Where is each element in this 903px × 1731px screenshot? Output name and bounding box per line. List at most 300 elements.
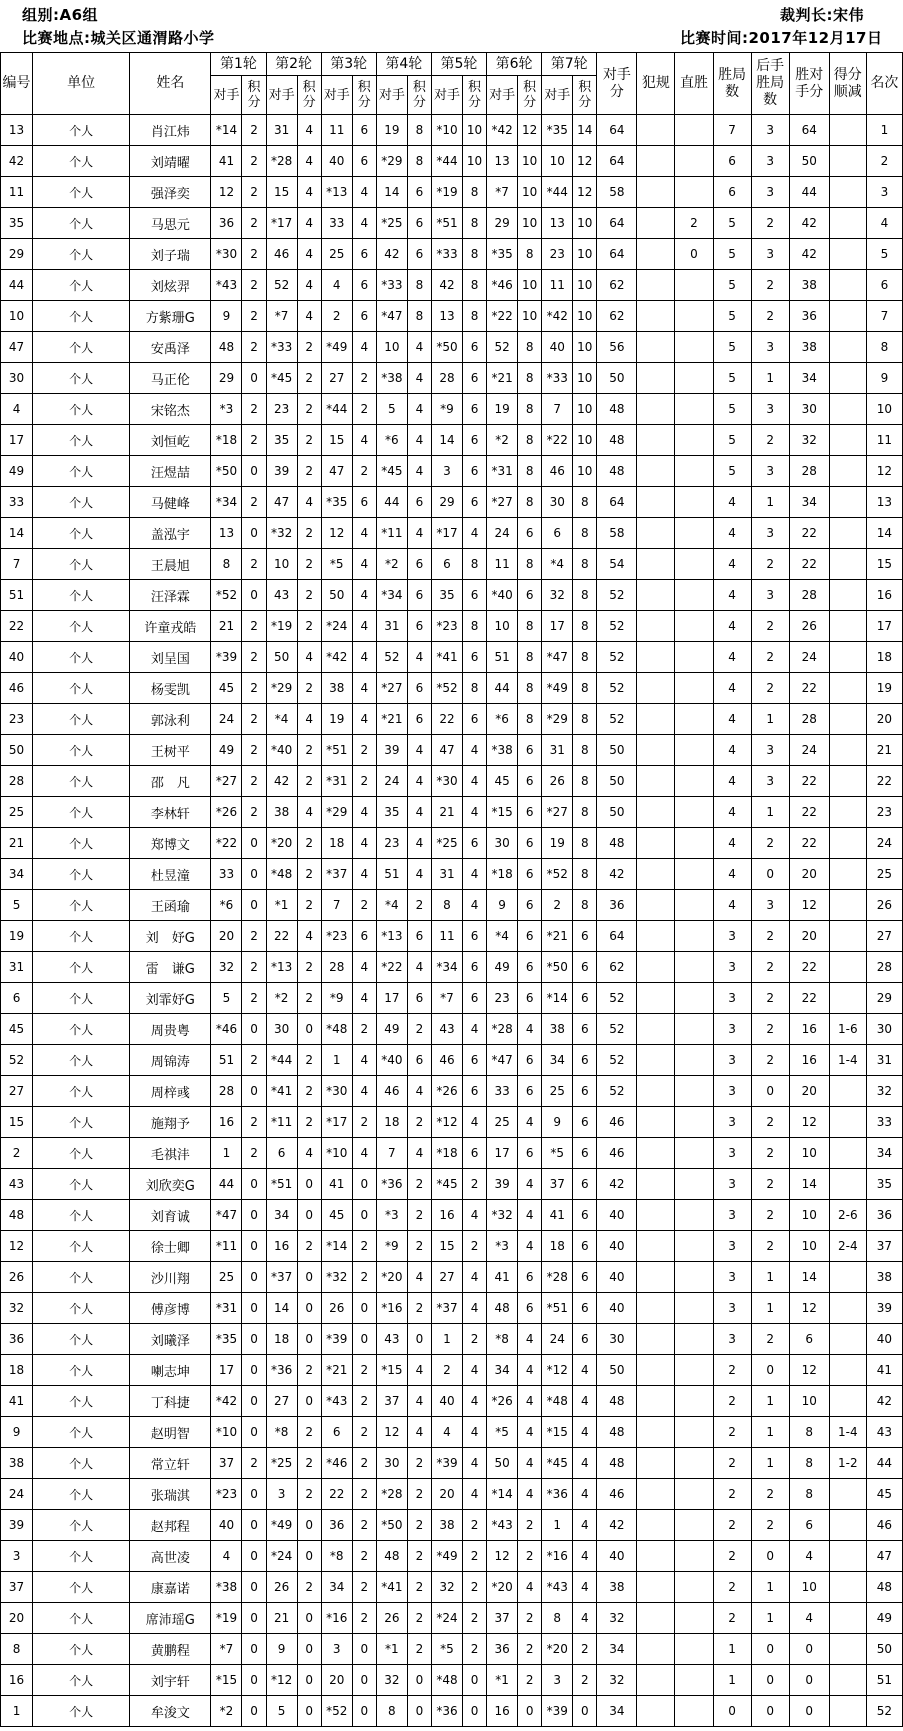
table-cell: 22 — [789, 828, 829, 859]
table-cell: 51 — [487, 642, 518, 673]
table-cell: 2 — [242, 1138, 266, 1169]
table-cell: 8 — [518, 642, 542, 673]
table-cell: 个人 — [33, 1696, 130, 1727]
table-row — [1, 1572, 903, 1603]
table-cell: 0 — [242, 1231, 266, 1262]
table-cell — [675, 146, 713, 177]
table-cell: 个人 — [33, 1665, 130, 1696]
table-cell: 0 — [242, 1386, 266, 1417]
table-cell: 38 — [321, 673, 352, 704]
table-cell: 宋铭杰 — [130, 394, 211, 425]
table-cell: 50 — [597, 797, 637, 828]
round-3-header: 第3轮 — [321, 53, 376, 76]
table-cell: *16 — [542, 1541, 573, 1572]
table-cell: *41 — [431, 642, 462, 673]
table-cell — [829, 1169, 866, 1200]
table-cell: 29 — [866, 983, 902, 1014]
table-cell: 4 — [713, 766, 751, 797]
table-row — [1, 611, 903, 642]
table-cell: 2 — [297, 952, 321, 983]
table-cell: 25 — [211, 1262, 242, 1293]
table-cell: 1-4 — [829, 1417, 866, 1448]
table-cell — [637, 611, 675, 642]
table-cell — [675, 1293, 713, 1324]
table-cell: 2 — [352, 1355, 376, 1386]
table-cell: *46 — [487, 270, 518, 301]
table-cell: 6 — [462, 332, 486, 363]
table-cell: 0 — [242, 1603, 266, 1634]
table-cell: 26 — [1, 1262, 33, 1293]
table-row — [1, 1293, 903, 1324]
table-cell: 15 — [431, 1231, 462, 1262]
table-cell — [829, 859, 866, 890]
table-cell — [675, 859, 713, 890]
table-cell: 48 — [597, 1448, 637, 1479]
table-cell: 1 — [751, 1417, 789, 1448]
table-cell: 27 — [866, 921, 902, 952]
table-cell: 0 — [462, 1696, 486, 1727]
table-cell: 43 — [866, 1417, 902, 1448]
table-cell: 个人 — [33, 1603, 130, 1634]
col-wins-header: 胜局数 — [713, 53, 751, 115]
table-cell — [829, 673, 866, 704]
table-row — [1, 797, 903, 828]
table-cell: 34 — [866, 1138, 902, 1169]
table-cell: 4 — [407, 518, 431, 549]
table-cell: 50 — [789, 146, 829, 177]
table-cell: 2 — [297, 983, 321, 1014]
table-cell: *13 — [321, 177, 352, 208]
table-cell — [675, 735, 713, 766]
table-cell — [829, 1355, 866, 1386]
table-cell — [829, 1076, 866, 1107]
table-cell: 4 — [713, 890, 751, 921]
table-cell: 2 — [518, 1510, 542, 1541]
table-cell: 4 — [462, 1386, 486, 1417]
table-cell: 42 — [266, 766, 297, 797]
col-opp-score-header: 对手分 — [597, 53, 637, 115]
round-1-opponent-header: 对手 — [211, 76, 242, 115]
table-cell: 10 — [573, 332, 597, 363]
table-cell: 4 — [352, 332, 376, 363]
table-cell: 6 — [407, 1045, 431, 1076]
table-cell: 0 — [751, 1076, 789, 1107]
table-row — [1, 332, 903, 363]
table-cell: 4 — [713, 549, 751, 580]
table-cell: 23 — [376, 828, 407, 859]
table-cell: 33 — [866, 1107, 902, 1138]
table-cell: 王函瑜 — [130, 890, 211, 921]
table-cell — [829, 1665, 866, 1696]
table-cell: 22 — [866, 766, 902, 797]
table-cell: 个人 — [33, 1417, 130, 1448]
table-cell — [829, 208, 866, 239]
table-cell: 51 — [376, 859, 407, 890]
table-cell: 2 — [297, 394, 321, 425]
table-cell: 46 — [597, 1479, 637, 1510]
table-cell: 42 — [866, 1386, 902, 1417]
table-cell — [829, 487, 866, 518]
table-cell: 0 — [242, 1541, 266, 1572]
table-cell: 个人 — [33, 1479, 130, 1510]
table-cell: 0 — [789, 1634, 829, 1665]
table-cell: 64 — [597, 115, 637, 146]
table-cell: 22 — [789, 673, 829, 704]
table-cell: 4 — [462, 890, 486, 921]
table-cell: 26 — [542, 766, 573, 797]
table-cell — [829, 1324, 866, 1355]
table-cell: 4 — [518, 1169, 542, 1200]
table-cell: 48 — [866, 1572, 902, 1603]
table-row — [1, 1076, 903, 1107]
table-cell: 28 — [1, 766, 33, 797]
table-cell: 37 — [866, 1231, 902, 1262]
table-cell: 赵明智 — [130, 1417, 211, 1448]
table-cell: 48 — [597, 1417, 637, 1448]
table-cell: 6 — [462, 642, 486, 673]
table-cell: *27 — [211, 766, 242, 797]
table-cell: 6 — [1, 983, 33, 1014]
table-cell: 34 — [1, 859, 33, 890]
table-cell: 11 — [321, 115, 352, 146]
table-cell: 1 — [751, 1386, 789, 1417]
table-cell: 4 — [407, 456, 431, 487]
table-cell: 个人 — [33, 425, 130, 456]
table-cell: 17 — [866, 611, 902, 642]
table-cell: 4 — [407, 1386, 431, 1417]
table-cell: 0 — [297, 1324, 321, 1355]
table-cell: 50 — [597, 735, 637, 766]
table-cell: 4 — [518, 1479, 542, 1510]
table-cell: 10 — [518, 208, 542, 239]
table-cell: *18 — [431, 1138, 462, 1169]
table-cell: *38 — [487, 735, 518, 766]
table-cell: *42 — [321, 642, 352, 673]
table-cell: *31 — [211, 1293, 242, 1324]
table-cell: 2 — [407, 1293, 431, 1324]
table-cell: 8 — [518, 363, 542, 394]
table-cell: 4 — [462, 797, 486, 828]
table-cell: *15 — [376, 1355, 407, 1386]
table-cell: 1 — [751, 704, 789, 735]
table-cell: 22 — [789, 983, 829, 1014]
table-cell: 7 — [866, 301, 902, 332]
table-cell: 1 — [751, 1262, 789, 1293]
table-cell: 0 — [242, 1293, 266, 1324]
table-cell: 个人 — [33, 890, 130, 921]
table-cell: *42 — [542, 301, 573, 332]
table-cell: 2 — [352, 1541, 376, 1572]
table-cell — [829, 146, 866, 177]
table-cell — [829, 1510, 866, 1541]
table-cell: 52 — [597, 642, 637, 673]
table-cell: 22 — [789, 797, 829, 828]
table-cell: 8 — [573, 642, 597, 673]
table-cell: 9 — [866, 363, 902, 394]
round-2-opponent-header: 对手 — [266, 76, 297, 115]
table-cell: 4 — [713, 859, 751, 890]
round-4-points-header: 积分 — [407, 76, 431, 115]
table-cell: 2 — [297, 735, 321, 766]
table-cell: 41 — [542, 1200, 573, 1231]
venue-label: 比赛地点:城关区通渭路小学 — [22, 29, 215, 47]
table-cell: 48 — [597, 425, 637, 456]
table-cell: 6 — [462, 983, 486, 1014]
table-cell: *24 — [431, 1603, 462, 1634]
table-row — [1, 704, 903, 735]
table-cell: 62 — [597, 952, 637, 983]
table-cell: 24 — [1, 1479, 33, 1510]
table-cell: 10 — [789, 1572, 829, 1603]
judge-label: 裁判长:宋伟 — [780, 6, 864, 24]
table-cell: 17 — [487, 1138, 518, 1169]
table-cell: 6 — [431, 549, 462, 580]
table-cell: 刘呈国 — [130, 642, 211, 673]
table-cell — [675, 177, 713, 208]
table-cell: 1 — [211, 1138, 242, 1169]
table-cell: 马正伦 — [130, 363, 211, 394]
table-cell: 8 — [573, 549, 597, 580]
table-cell: 6 — [573, 1262, 597, 1293]
col-foul-header: 犯规 — [637, 53, 675, 115]
table-cell: 6 — [462, 1045, 486, 1076]
table-cell: 6 — [573, 1045, 597, 1076]
table-cell: 8 — [518, 549, 542, 580]
table-cell: 8 — [462, 673, 486, 704]
table-cell: 13 — [211, 518, 242, 549]
table-cell: 4 — [407, 952, 431, 983]
table-row — [1, 1479, 903, 1510]
table-cell: 35 — [376, 797, 407, 828]
table-cell: 2 — [518, 1603, 542, 1634]
table-cell: *6 — [376, 425, 407, 456]
table-cell: 4 — [352, 704, 376, 735]
table-cell — [637, 239, 675, 270]
table-cell: 4 — [297, 270, 321, 301]
table-cell: 2 — [297, 859, 321, 890]
table-row — [1, 270, 903, 301]
table-cell: 38 — [789, 332, 829, 363]
table-cell: 4 — [573, 1448, 597, 1479]
table-cell: 8 — [462, 270, 486, 301]
table-cell: 0 — [297, 1634, 321, 1665]
table-cell: 4 — [407, 859, 431, 890]
table-cell: *32 — [266, 518, 297, 549]
table-cell: 52 — [597, 1045, 637, 1076]
table-cell: 2 — [462, 1541, 486, 1572]
round-5-header: 第5轮 — [431, 53, 486, 76]
table-cell: 43 — [266, 580, 297, 611]
table-cell: 2 — [242, 735, 266, 766]
table-cell: 33 — [211, 859, 242, 890]
table-cell: 45 — [866, 1479, 902, 1510]
table-cell: 6 — [518, 580, 542, 611]
table-cell: 49 — [376, 1014, 407, 1045]
table-cell: 2 — [242, 239, 266, 270]
table-cell: *43 — [542, 1572, 573, 1603]
table-cell: 0 — [352, 1324, 376, 1355]
table-cell: 2 — [462, 1634, 486, 1665]
table-cell: 方紫珊G — [130, 301, 211, 332]
col-tiebreak-header: 得分顺减 — [829, 53, 866, 115]
table-cell: 15 — [1, 1107, 33, 1138]
table-cell: 23 — [542, 239, 573, 270]
table-cell: 48 — [597, 456, 637, 487]
table-row — [1, 394, 903, 425]
table-cell: 10 — [573, 301, 597, 332]
table-cell: *52 — [211, 580, 242, 611]
table-row — [1, 518, 903, 549]
table-cell: 8 — [542, 1603, 573, 1634]
table-cell — [675, 456, 713, 487]
table-cell: 2 — [352, 890, 376, 921]
date-label: 比赛时间:2017年12月17日 — [680, 29, 883, 47]
table-cell: 0 — [297, 1200, 321, 1231]
table-cell: 4 — [407, 1417, 431, 1448]
table-cell: 3 — [751, 239, 789, 270]
table-cell: 25 — [542, 1076, 573, 1107]
table-cell: 6 — [407, 208, 431, 239]
table-cell — [675, 1169, 713, 1200]
table-cell: 4 — [407, 1138, 431, 1169]
round-6-header: 第6轮 — [487, 53, 542, 76]
table-cell: 个人 — [33, 1293, 130, 1324]
table-cell: 24 — [376, 766, 407, 797]
table-cell: 3 — [751, 890, 789, 921]
table-cell: *28 — [376, 1479, 407, 1510]
table-row — [1, 921, 903, 952]
table-cell: 常立轩 — [130, 1448, 211, 1479]
table-cell: 傅彦博 — [130, 1293, 211, 1324]
table-cell: 46 — [376, 1076, 407, 1107]
table-cell: 刘炫羿 — [130, 270, 211, 301]
table-cell: 4 — [297, 239, 321, 270]
table-cell: 4 — [518, 1324, 542, 1355]
table-row — [1, 487, 903, 518]
round-2-points-header: 积分 — [297, 76, 321, 115]
table-cell: 62 — [597, 270, 637, 301]
table-cell: 7 — [1, 549, 33, 580]
table-cell — [675, 580, 713, 611]
table-cell: 3 — [751, 766, 789, 797]
table-cell: 6 — [573, 1107, 597, 1138]
table-cell: 50 — [597, 363, 637, 394]
table-cell: *9 — [321, 983, 352, 1014]
table-cell: 23 — [866, 797, 902, 828]
table-cell: 1 — [751, 487, 789, 518]
table-cell — [675, 828, 713, 859]
table-cell: 2 — [297, 1479, 321, 1510]
table-cell — [675, 1386, 713, 1417]
table-cell: 40 — [431, 1386, 462, 1417]
table-cell: 26 — [266, 1572, 297, 1603]
table-cell: 49 — [211, 735, 242, 766]
table-cell: 6 — [542, 518, 573, 549]
table-row — [1, 1262, 903, 1293]
table-cell: 4 — [462, 1107, 486, 1138]
table-cell: 5 — [713, 332, 751, 363]
table-cell: 0 — [242, 1634, 266, 1665]
table-cell: 个人 — [33, 1355, 130, 1386]
table-cell: 12 — [573, 177, 597, 208]
table-cell: *52 — [431, 673, 462, 704]
table-cell: 4 — [713, 642, 751, 673]
table-cell: 4 — [518, 1448, 542, 1479]
table-cell: 2 — [297, 673, 321, 704]
table-cell: *8 — [266, 1417, 297, 1448]
table-cell: 22 — [789, 549, 829, 580]
table-cell: 50 — [487, 1448, 518, 1479]
table-cell: 9 — [487, 890, 518, 921]
table-cell — [829, 301, 866, 332]
table-cell — [829, 394, 866, 425]
table-cell: 10 — [789, 1138, 829, 1169]
table-cell — [829, 797, 866, 828]
table-cell — [829, 766, 866, 797]
table-cell: 2 — [242, 673, 266, 704]
table-cell: 6 — [518, 890, 542, 921]
table-cell: 16 — [211, 1107, 242, 1138]
table-cell: 47 — [866, 1541, 902, 1572]
table-cell: 2 — [297, 828, 321, 859]
table-cell — [675, 1541, 713, 1572]
table-cell: 2 — [573, 1634, 597, 1665]
table-cell: 30 — [376, 1448, 407, 1479]
table-cell: 2 — [751, 301, 789, 332]
table-cell — [829, 115, 866, 146]
table-cell — [675, 1200, 713, 1231]
table-cell: 9 — [211, 301, 242, 332]
table-cell: 0 — [713, 1696, 751, 1727]
table-cell: 24 — [789, 642, 829, 673]
table-cell: 6 — [573, 952, 597, 983]
table-cell: 6 — [462, 921, 486, 952]
table-cell — [675, 704, 713, 735]
table-cell: 40 — [597, 1293, 637, 1324]
table-cell: 4 — [352, 611, 376, 642]
table-cell: *26 — [211, 797, 242, 828]
table-row — [1, 890, 903, 921]
table-cell: 22 — [789, 518, 829, 549]
table-cell: 个人 — [33, 1386, 130, 1417]
table-cell: *9 — [431, 394, 462, 425]
table-cell: 3 — [713, 1045, 751, 1076]
table-cell: *2 — [266, 983, 297, 1014]
table-cell — [829, 983, 866, 1014]
table-cell: 17 — [542, 611, 573, 642]
table-cell: 14 — [266, 1293, 297, 1324]
table-cell: 4 — [713, 673, 751, 704]
table-cell: *47 — [542, 642, 573, 673]
table-cell: 20 — [789, 859, 829, 890]
table-cell: 2 — [297, 549, 321, 580]
table-cell — [637, 1355, 675, 1386]
table-cell: 2 — [297, 425, 321, 456]
table-cell — [675, 1355, 713, 1386]
table-cell: 48 — [1, 1200, 33, 1231]
table-cell: *28 — [487, 1014, 518, 1045]
table-cell — [675, 1448, 713, 1479]
table-row — [1, 1417, 903, 1448]
table-cell: 0 — [297, 1603, 321, 1634]
table-cell: 2 — [297, 580, 321, 611]
table-cell: 32 — [211, 952, 242, 983]
table-cell: 50 — [1, 735, 33, 766]
table-cell: 2 — [675, 208, 713, 239]
table-cell: 4 — [352, 642, 376, 673]
table-cell: 28 — [321, 952, 352, 983]
table-cell: 6 — [462, 425, 486, 456]
